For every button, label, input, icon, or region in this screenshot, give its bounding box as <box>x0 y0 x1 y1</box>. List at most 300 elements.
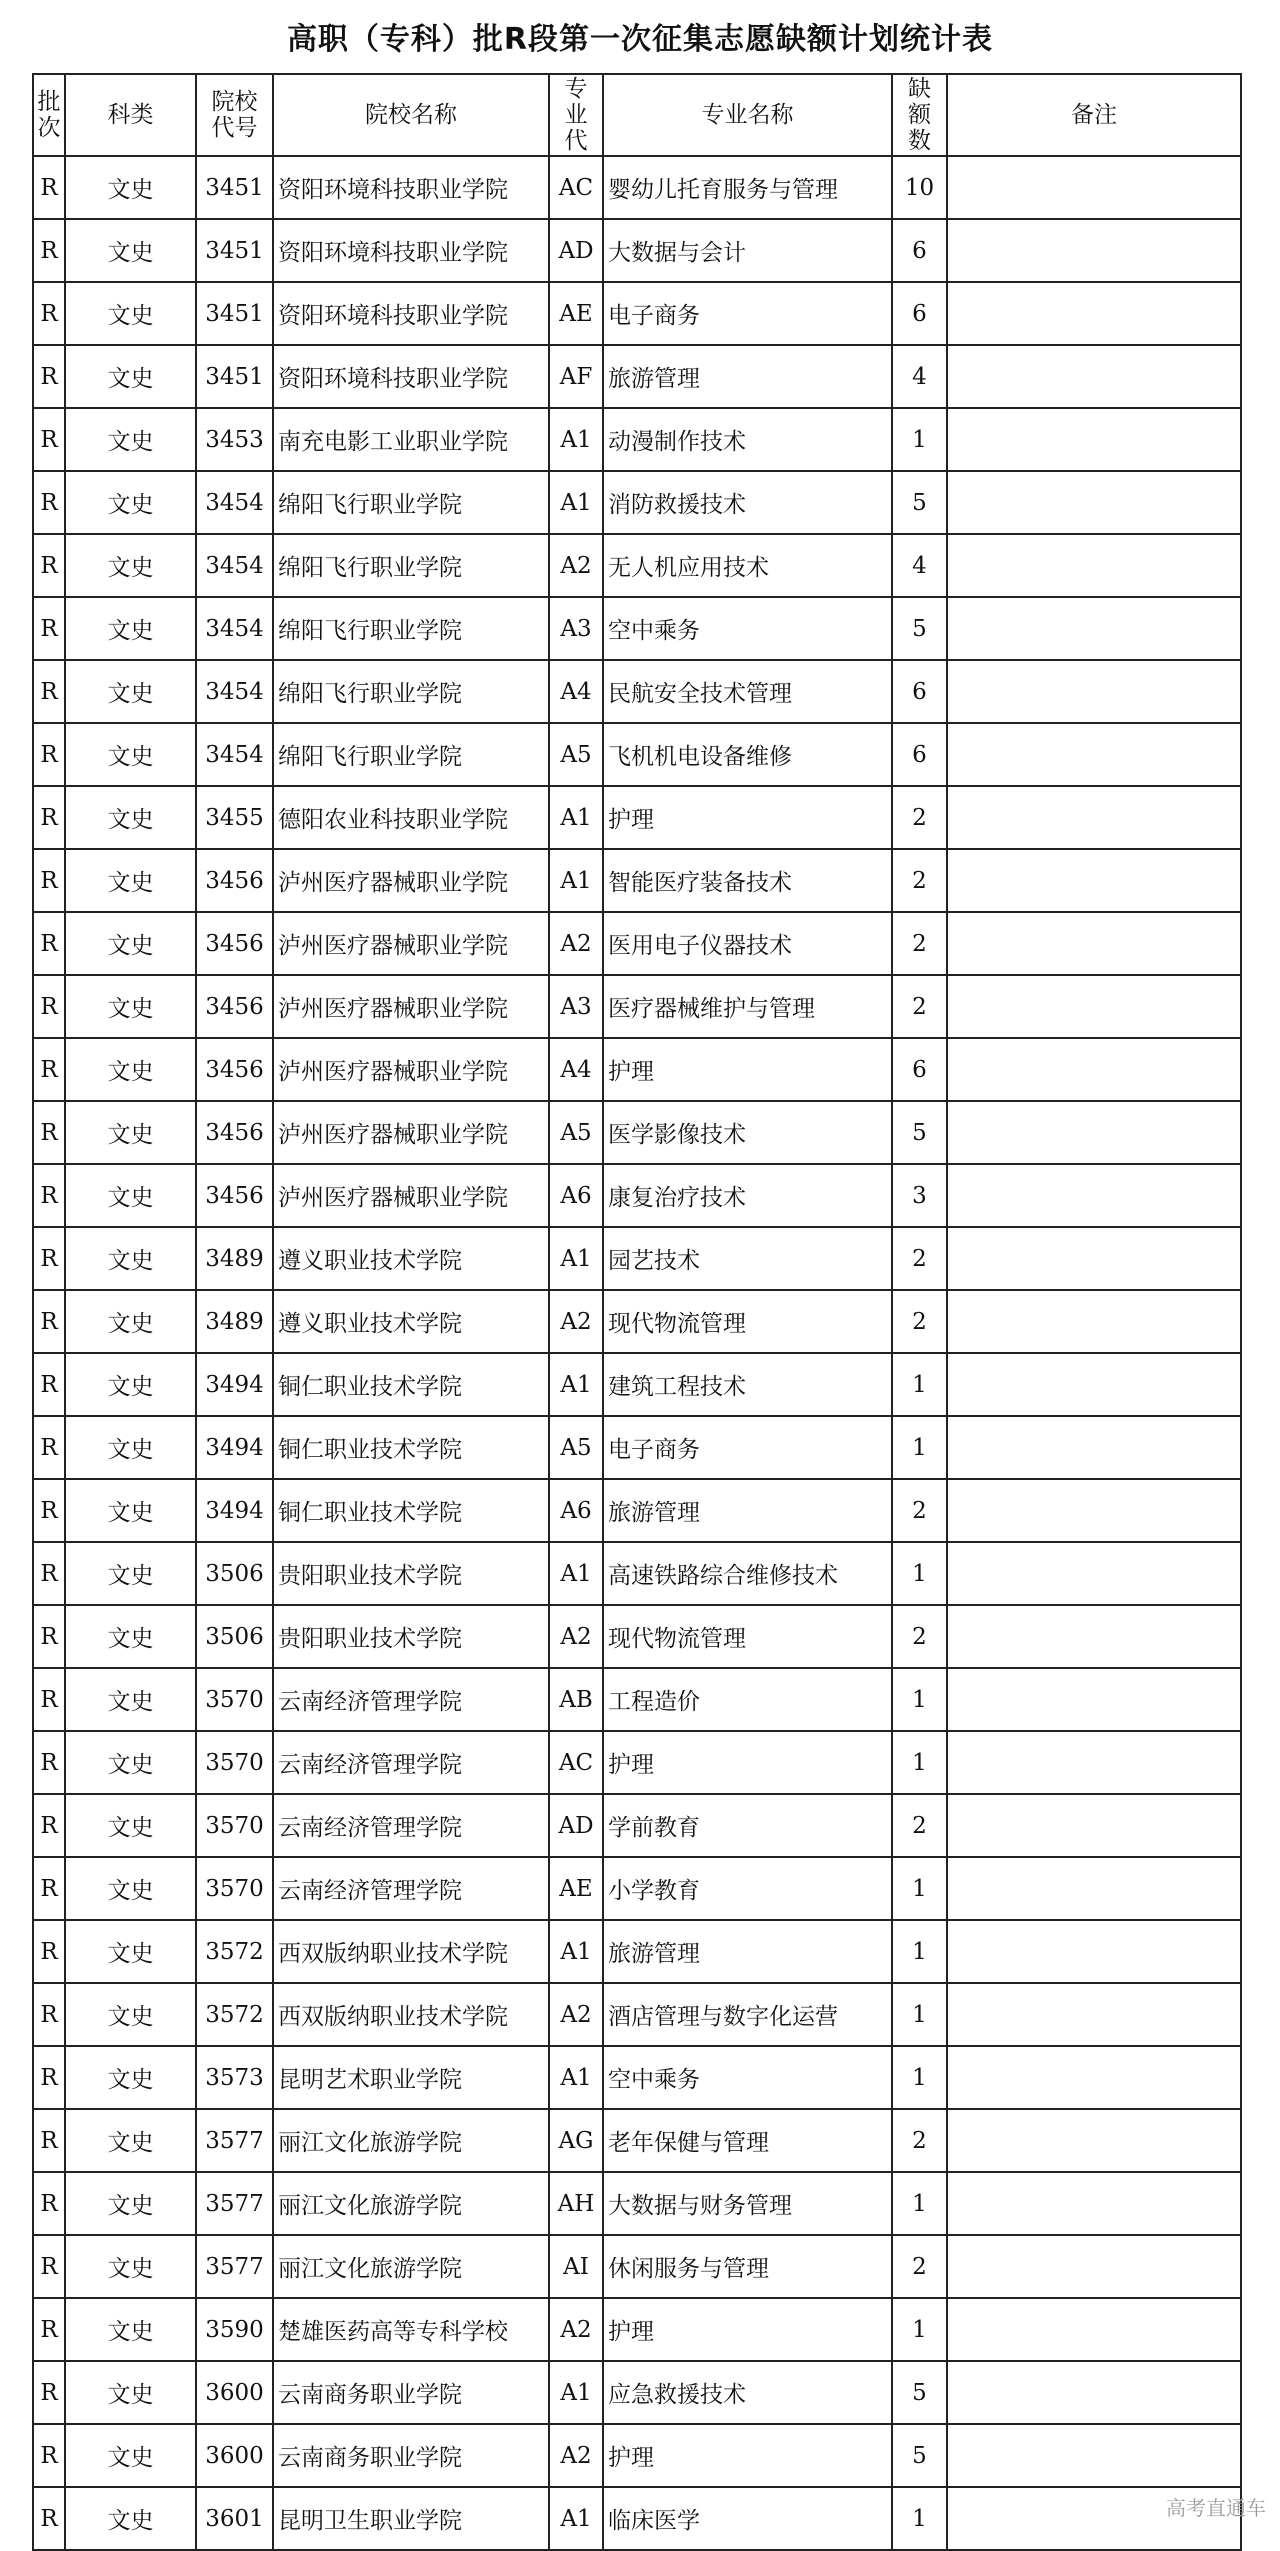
cell-major-code: A1 <box>549 2361 603 2424</box>
cell-batch: R <box>33 786 65 849</box>
cell-school-code: 3573 <box>196 2046 273 2109</box>
cell-major-name: 飞机机电设备维修 <box>603 723 892 786</box>
cell-category: 文史 <box>65 912 196 975</box>
cell-major-code: A5 <box>549 723 603 786</box>
table-row <box>33 471 1241 534</box>
cell-note <box>947 1542 1241 1605</box>
table-row <box>33 345 1241 408</box>
table-row <box>33 1857 1241 1920</box>
cell-count: 1 <box>892 1668 947 1731</box>
cell-major-name: 大数据与会计 <box>603 219 892 282</box>
table-row <box>33 1038 1241 1101</box>
table-row <box>33 1668 1241 1731</box>
cell-note <box>947 1227 1241 1290</box>
cell-school-code: 3451 <box>196 345 273 408</box>
cell-school-code: 3506 <box>196 1542 273 1605</box>
cell-major-code: AC <box>549 1731 603 1794</box>
cell-major-name: 旅游管理 <box>603 1479 892 1542</box>
cell-school-code: 3489 <box>196 1227 273 1290</box>
cell-school-code: 3456 <box>196 1038 273 1101</box>
header-note: 备注 <box>947 74 1241 156</box>
cell-count: 2 <box>892 786 947 849</box>
cell-major-code: A2 <box>549 912 603 975</box>
cell-major-name: 消防救援技术 <box>603 471 892 534</box>
cell-school-code: 3600 <box>196 2361 273 2424</box>
cell-note <box>947 1605 1241 1668</box>
cell-major-name: 大数据与财务管理 <box>603 2172 892 2235</box>
cell-school-code: 3601 <box>196 2487 273 2550</box>
page-title: 高职（专科）批R段第一次征集志愿缺额计划统计表 <box>286 22 994 57</box>
cell-major-code: A1 <box>549 1542 603 1605</box>
cell-school-code: 3577 <box>196 2235 273 2298</box>
cell-category: 文史 <box>65 2424 196 2487</box>
cell-batch: R <box>33 1227 65 1290</box>
cell-batch: R <box>33 1542 65 1605</box>
cell-note <box>947 156 1241 219</box>
cell-note <box>947 723 1241 786</box>
cell-school-name: 西双版纳职业技术学院 <box>273 1983 549 2046</box>
cell-school-code: 3456 <box>196 912 273 975</box>
table-row <box>33 1164 1241 1227</box>
cell-category: 文史 <box>65 975 196 1038</box>
cell-count: 2 <box>892 1605 947 1668</box>
cell-school-code: 3590 <box>196 2298 273 2361</box>
cell-school-code: 3451 <box>196 219 273 282</box>
cell-category: 文史 <box>65 2046 196 2109</box>
cell-major-code: AF <box>549 345 603 408</box>
cell-school-code: 3455 <box>196 786 273 849</box>
cell-school-name: 德阳农业科技职业学院 <box>273 786 549 849</box>
cell-note <box>947 471 1241 534</box>
cell-category: 文史 <box>65 1101 196 1164</box>
cell-category: 文史 <box>65 597 196 660</box>
cell-school-name: 绵阳飞行职业学院 <box>273 471 549 534</box>
cell-note <box>947 1731 1241 1794</box>
cell-school-name: 资阳环境科技职业学院 <box>273 282 549 345</box>
cell-count: 5 <box>892 1101 947 1164</box>
cell-category: 文史 <box>65 1605 196 1668</box>
cell-batch: R <box>33 219 65 282</box>
cell-major-name: 动漫制作技术 <box>603 408 892 471</box>
cell-note <box>947 1668 1241 1731</box>
cell-school-name: 贵阳职业技术学院 <box>273 1605 549 1668</box>
cell-major-name: 园艺技术 <box>603 1227 892 1290</box>
cell-school-code: 3570 <box>196 1668 273 1731</box>
cell-count: 5 <box>892 2361 947 2424</box>
cell-category: 文史 <box>65 1479 196 1542</box>
cell-batch: R <box>33 345 65 408</box>
cell-major-name: 护理 <box>603 1731 892 1794</box>
table-row <box>33 597 1241 660</box>
cell-count: 1 <box>892 1416 947 1479</box>
cell-note <box>947 282 1241 345</box>
cell-category: 文史 <box>65 786 196 849</box>
cell-count: 2 <box>892 2109 947 2172</box>
cell-count: 5 <box>892 2424 947 2487</box>
cell-school-name: 昆明卫生职业学院 <box>273 2487 549 2550</box>
table-row <box>33 660 1241 723</box>
cell-count: 3 <box>892 1164 947 1227</box>
cell-note <box>947 2109 1241 2172</box>
cell-school-code: 3456 <box>196 1101 273 1164</box>
cell-school-name: 云南经济管理学院 <box>273 1857 549 1920</box>
cell-count: 6 <box>892 282 947 345</box>
cell-major-code: AH <box>549 2172 603 2235</box>
cell-category: 文史 <box>65 1038 196 1101</box>
cell-major-name: 护理 <box>603 786 892 849</box>
cell-school-name: 云南商务职业学院 <box>273 2424 549 2487</box>
table-row <box>33 2298 1241 2361</box>
cell-school-code: 3454 <box>196 471 273 534</box>
table-row <box>33 2046 1241 2109</box>
cell-note <box>947 1983 1241 2046</box>
cell-major-name: 电子商务 <box>603 282 892 345</box>
cell-count: 5 <box>892 597 947 660</box>
cell-school-code: 3570 <box>196 1731 273 1794</box>
cell-batch: R <box>33 1479 65 1542</box>
cell-major-name: 旅游管理 <box>603 345 892 408</box>
cell-major-code: AE <box>549 282 603 345</box>
cell-school-name: 云南经济管理学院 <box>273 1794 549 1857</box>
table-row <box>33 2235 1241 2298</box>
cell-major-name: 建筑工程技术 <box>603 1353 892 1416</box>
cell-batch: R <box>33 912 65 975</box>
cell-category: 文史 <box>65 2172 196 2235</box>
cell-school-code: 3454 <box>196 597 273 660</box>
cell-batch: R <box>33 2298 65 2361</box>
cell-school-name: 资阳环境科技职业学院 <box>273 156 549 219</box>
cell-major-code: A2 <box>549 2424 603 2487</box>
cell-note <box>947 597 1241 660</box>
table-row <box>33 1605 1241 1668</box>
cell-count: 2 <box>892 912 947 975</box>
cell-batch: R <box>33 1794 65 1857</box>
cell-count: 1 <box>892 1920 947 1983</box>
cell-note <box>947 912 1241 975</box>
cell-major-name: 空中乘务 <box>603 597 892 660</box>
table-row <box>33 786 1241 849</box>
cell-school-code: 3454 <box>196 534 273 597</box>
cell-count: 5 <box>892 471 947 534</box>
cell-note <box>947 1101 1241 1164</box>
cell-batch: R <box>33 849 65 912</box>
cell-note <box>947 1353 1241 1416</box>
cell-count: 1 <box>892 2046 947 2109</box>
cell-note <box>947 2424 1241 2487</box>
cell-school-code: 3570 <box>196 1794 273 1857</box>
cell-school-name: 绵阳飞行职业学院 <box>273 534 549 597</box>
cell-note <box>947 849 1241 912</box>
cell-major-code: A2 <box>549 1605 603 1668</box>
cell-major-code: A5 <box>549 1416 603 1479</box>
header-batch: 批 次 <box>33 74 65 156</box>
cell-batch: R <box>33 1038 65 1101</box>
header-major-code: 专 业 代 <box>549 74 603 156</box>
cell-major-name: 应急救援技术 <box>603 2361 892 2424</box>
cell-batch: R <box>33 660 65 723</box>
cell-school-code: 3600 <box>196 2424 273 2487</box>
cell-school-code: 3456 <box>196 1164 273 1227</box>
cell-school-name: 丽江文化旅游学院 <box>273 2109 549 2172</box>
table-row <box>33 219 1241 282</box>
cell-count: 4 <box>892 534 947 597</box>
cell-school-name: 丽江文化旅游学院 <box>273 2172 549 2235</box>
cell-major-code: A6 <box>549 1479 603 1542</box>
table-row <box>33 2487 1241 2550</box>
cell-count: 6 <box>892 660 947 723</box>
cell-school-name: 资阳环境科技职业学院 <box>273 219 549 282</box>
cell-school-code: 3456 <box>196 849 273 912</box>
cell-category: 文史 <box>65 1857 196 1920</box>
cell-count: 2 <box>892 1794 947 1857</box>
cell-category: 文史 <box>65 534 196 597</box>
table-row <box>33 1416 1241 1479</box>
cell-category: 文史 <box>65 2361 196 2424</box>
cell-school-name: 泸州医疗器械职业学院 <box>273 1038 549 1101</box>
cell-category: 文史 <box>65 1983 196 2046</box>
cell-note <box>947 1479 1241 1542</box>
table-row <box>33 1290 1241 1353</box>
cell-count: 1 <box>892 1542 947 1605</box>
cell-major-name: 休闲服务与管理 <box>603 2235 892 2298</box>
cell-school-name: 铜仁职业技术学院 <box>273 1353 549 1416</box>
table-row <box>33 534 1241 597</box>
cell-school-name: 绵阳飞行职业学院 <box>273 723 549 786</box>
cell-count: 1 <box>892 2172 947 2235</box>
header-category: 科类 <box>65 74 196 156</box>
table-row <box>33 2361 1241 2424</box>
cell-major-code: A1 <box>549 1920 603 1983</box>
cell-batch: R <box>33 1983 65 2046</box>
cell-count: 2 <box>892 2235 947 2298</box>
cell-note <box>947 1164 1241 1227</box>
cell-school-code: 3494 <box>196 1353 273 1416</box>
cell-category: 文史 <box>65 2235 196 2298</box>
cell-category: 文史 <box>65 345 196 408</box>
table-header <box>33 74 1241 156</box>
cell-major-code: A6 <box>549 1164 603 1227</box>
cell-note <box>947 1920 1241 1983</box>
cell-count: 2 <box>892 975 947 1038</box>
table-row <box>33 2424 1241 2487</box>
cell-major-code: AG <box>549 2109 603 2172</box>
cell-note <box>947 2361 1241 2424</box>
cell-batch: R <box>33 1605 65 1668</box>
cell-category: 文史 <box>65 2298 196 2361</box>
cell-note <box>947 786 1241 849</box>
cell-school-name: 泸州医疗器械职业学院 <box>273 1101 549 1164</box>
cell-major-name: 医用电子仪器技术 <box>603 912 892 975</box>
cell-category: 文史 <box>65 156 196 219</box>
cell-category: 文史 <box>65 1227 196 1290</box>
cell-school-code: 3456 <box>196 975 273 1038</box>
cell-school-code: 3451 <box>196 156 273 219</box>
header-major-name: 专业名称 <box>603 74 892 156</box>
cell-school-name: 贵阳职业技术学院 <box>273 1542 549 1605</box>
cell-count: 1 <box>892 1353 947 1416</box>
cell-major-code: A3 <box>549 975 603 1038</box>
cell-batch: R <box>33 2172 65 2235</box>
cell-batch: R <box>33 1290 65 1353</box>
cell-major-name: 酒店管理与数字化运营 <box>603 1983 892 2046</box>
cell-major-name: 无人机应用技术 <box>603 534 892 597</box>
cell-batch: R <box>33 2487 65 2550</box>
cell-batch: R <box>33 1416 65 1479</box>
cell-school-name: 泸州医疗器械职业学院 <box>273 912 549 975</box>
cell-major-code: AD <box>549 1794 603 1857</box>
cell-major-name: 高速铁路综合维修技术 <box>603 1542 892 1605</box>
cell-batch: R <box>33 1857 65 1920</box>
cell-school-code: 3453 <box>196 408 273 471</box>
cell-major-code: AE <box>549 1857 603 1920</box>
table-row <box>33 408 1241 471</box>
cell-batch: R <box>33 2235 65 2298</box>
cell-major-code: A4 <box>549 660 603 723</box>
cell-major-code: AB <box>549 1668 603 1731</box>
cell-school-code: 3577 <box>196 2109 273 2172</box>
cell-major-name: 康复治疗技术 <box>603 1164 892 1227</box>
cell-school-name: 云南经济管理学院 <box>273 1731 549 1794</box>
cell-batch: R <box>33 471 65 534</box>
cell-count: 1 <box>892 2487 947 2550</box>
cell-count: 6 <box>892 723 947 786</box>
cell-school-name: 泸州医疗器械职业学院 <box>273 1164 549 1227</box>
cell-category: 文史 <box>65 1164 196 1227</box>
cell-school-name: 泸州医疗器械职业学院 <box>273 849 549 912</box>
cell-school-name: 西双版纳职业技术学院 <box>273 1920 549 1983</box>
cell-school-name: 铜仁职业技术学院 <box>273 1479 549 1542</box>
cell-major-name: 医疗器械维护与管理 <box>603 975 892 1038</box>
table-row <box>33 156 1241 219</box>
cell-school-code: 3572 <box>196 1920 273 1983</box>
cell-category: 文史 <box>65 1542 196 1605</box>
cell-major-code: A4 <box>549 1038 603 1101</box>
table-row <box>33 1794 1241 1857</box>
cell-category: 文史 <box>65 1731 196 1794</box>
cell-category: 文史 <box>65 723 196 786</box>
cell-note <box>947 345 1241 408</box>
cell-school-code: 3570 <box>196 1857 273 1920</box>
cell-major-name: 工程造价 <box>603 1668 892 1731</box>
cell-batch: R <box>33 1731 65 1794</box>
table-row <box>33 1353 1241 1416</box>
cell-category: 文史 <box>65 1794 196 1857</box>
cell-major-code: AI <box>549 2235 603 2298</box>
cell-note <box>947 534 1241 597</box>
cell-category: 文史 <box>65 2487 196 2550</box>
cell-major-name: 空中乘务 <box>603 2046 892 2109</box>
cell-school-name: 泸州医疗器械职业学院 <box>273 975 549 1038</box>
cell-major-name: 民航安全技术管理 <box>603 660 892 723</box>
cell-count: 10 <box>892 156 947 219</box>
cell-school-name: 云南商务职业学院 <box>273 2361 549 2424</box>
cell-school-name: 楚雄医药高等专科学校 <box>273 2298 549 2361</box>
cell-note <box>947 2298 1241 2361</box>
cell-major-code: A1 <box>549 1227 603 1290</box>
cell-count: 6 <box>892 219 947 282</box>
cell-school-code: 3572 <box>196 1983 273 2046</box>
table-row <box>33 849 1241 912</box>
cell-count: 2 <box>892 1290 947 1353</box>
cell-count: 1 <box>892 1731 947 1794</box>
cell-major-name: 智能医疗装备技术 <box>603 849 892 912</box>
table-row <box>33 1920 1241 1983</box>
table-row <box>33 723 1241 786</box>
cell-count: 1 <box>892 408 947 471</box>
cell-note <box>947 2172 1241 2235</box>
cell-batch: R <box>33 1353 65 1416</box>
table-row <box>33 1101 1241 1164</box>
cell-major-name: 医学影像技术 <box>603 1101 892 1164</box>
cell-category: 文史 <box>65 282 196 345</box>
cell-major-name: 护理 <box>603 2298 892 2361</box>
cell-major-name: 老年保健与管理 <box>603 2109 892 2172</box>
cell-major-name: 旅游管理 <box>603 1920 892 1983</box>
cell-batch: R <box>33 2046 65 2109</box>
cell-note <box>947 975 1241 1038</box>
cell-batch: R <box>33 282 65 345</box>
cell-school-code: 3451 <box>196 282 273 345</box>
cell-school-code: 3494 <box>196 1416 273 1479</box>
table-row <box>33 1227 1241 1290</box>
cell-batch: R <box>33 1164 65 1227</box>
cell-major-code: A1 <box>549 471 603 534</box>
cell-major-name: 小学教育 <box>603 1857 892 1920</box>
cell-school-name: 绵阳飞行职业学院 <box>273 660 549 723</box>
cell-major-name: 现代物流管理 <box>603 1290 892 1353</box>
table-row <box>33 1983 1241 2046</box>
quota-table <box>32 73 1242 2551</box>
cell-school-code: 3577 <box>196 2172 273 2235</box>
cell-school-name: 铜仁职业技术学院 <box>273 1416 549 1479</box>
cell-batch: R <box>33 534 65 597</box>
cell-major-code: A1 <box>549 2046 603 2109</box>
cell-count: 2 <box>892 1227 947 1290</box>
cell-batch: R <box>33 2109 65 2172</box>
cell-school-code: 3454 <box>196 723 273 786</box>
cell-school-name: 云南经济管理学院 <box>273 1668 549 1731</box>
cell-category: 文史 <box>65 1353 196 1416</box>
table-body <box>33 156 1241 2550</box>
cell-category: 文史 <box>65 1668 196 1731</box>
cell-major-name: 临床医学 <box>603 2487 892 2550</box>
cell-note <box>947 1290 1241 1353</box>
cell-school-code: 3506 <box>196 1605 273 1668</box>
cell-count: 1 <box>892 1983 947 2046</box>
cell-school-name: 昆明艺术职业学院 <box>273 2046 549 2109</box>
table-row <box>33 1542 1241 1605</box>
table-row <box>33 1479 1241 1542</box>
cell-count: 6 <box>892 1038 947 1101</box>
cell-note <box>947 2235 1241 2298</box>
header-school-name: 院校名称 <box>273 74 549 156</box>
cell-category: 文史 <box>65 219 196 282</box>
cell-school-code: 3454 <box>196 660 273 723</box>
header-row <box>33 74 1241 156</box>
table-row <box>33 2172 1241 2235</box>
cell-count: 1 <box>892 1857 947 1920</box>
cell-category: 文史 <box>65 1920 196 1983</box>
cell-school-name: 遵义职业技术学院 <box>273 1290 549 1353</box>
cell-batch: R <box>33 1920 65 1983</box>
cell-batch: R <box>33 723 65 786</box>
table-row <box>33 975 1241 1038</box>
cell-batch: R <box>33 156 65 219</box>
cell-school-code: 3494 <box>196 1479 273 1542</box>
table-row <box>33 912 1241 975</box>
cell-major-code: A1 <box>549 408 603 471</box>
cell-major-code: A1 <box>549 2487 603 2550</box>
